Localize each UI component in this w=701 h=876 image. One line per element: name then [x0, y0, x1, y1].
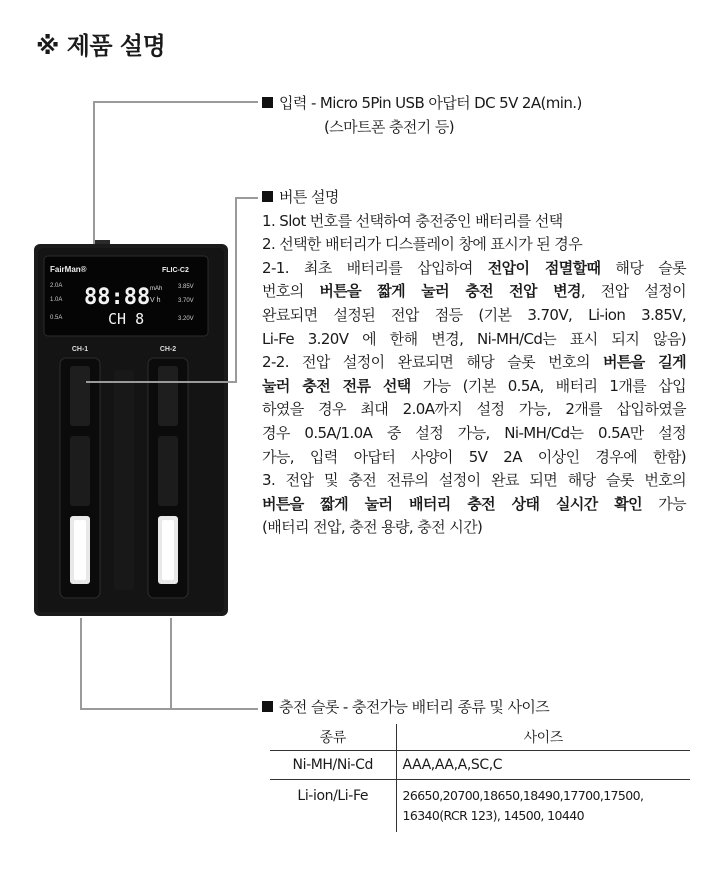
table-cell-type: Li-ion/Li-Fe: [270, 779, 396, 832]
button-line-13a: 버튼을 짧게 눌러 배터리 충전 상태 실시간 확인: [262, 494, 643, 513]
callout-button-horizontal: [86, 381, 237, 383]
callout-slot-horizontal: [80, 708, 258, 710]
button-line-10: 경우 0.5A/1.0A 중 설정 가능, Ni-MH/Cd는 0.5A만 설정: [262, 423, 686, 442]
lcd-digits: 88:88: [84, 285, 151, 310]
table-cell-size-line: 16340(RCR 123), 14500, 10440: [402, 807, 584, 823]
lcd-volt-2: 3.70V: [178, 298, 194, 304]
bullet-square: [262, 191, 273, 202]
button-line-8a: 눌러 충전 전류 선택: [262, 376, 411, 395]
input-line-1: 입력 - Micro 5Pin USB 아답터 DC 5V 2A(min.): [279, 94, 582, 112]
ch2-label: CH-2: [159, 346, 177, 353]
button-line-3a: 2-1. 최초 배터리를 삽입하여: [262, 258, 488, 277]
button-line-2: 2. 선택한 배터리가 디스플레이 창에 표시가 된 경우: [262, 235, 583, 254]
table-header-size: 사이즈: [396, 724, 690, 750]
callout-button-vertical: [235, 197, 237, 383]
button-line-12: 3. 전압 및 충전 전류의 설정이 완료 되면 해당 슬롯 번호의: [262, 471, 686, 490]
table-cell-size: [396, 779, 690, 832]
lcd-volt-1: 3.85V: [178, 284, 194, 290]
button-line-4a: 번호의: [262, 282, 320, 301]
button-line-7b: 버튼을 길게: [602, 353, 686, 372]
table-row: [270, 779, 690, 832]
page-title: ※ 제품 설명: [36, 32, 166, 60]
lcd-unit-mah: mAh: [150, 286, 163, 292]
lcd-current-3: 0.5A: [50, 315, 63, 321]
battery-table: [270, 724, 690, 832]
button-line-7a: 2-2. 전압 설정이 완료되면 해당 슬롯 번호의: [262, 353, 603, 372]
charger-image: [34, 240, 228, 616]
slot-section: [262, 696, 549, 720]
callout-input-horizontal: [93, 101, 258, 103]
lcd-model: FLIC-C2: [162, 267, 189, 274]
lcd-unit-vh: V h: [150, 297, 161, 304]
bullet-square: [262, 701, 273, 712]
button-line-14: (배터리 전압, 충전 용량, 충전 시간): [262, 518, 483, 537]
button-line-6: Li-Fe 3.20V 에 한해 변경, Ni-MH/Cd는 표시 되지 않음): [262, 329, 686, 348]
button-line-9: 하였을 경우 최대 2.0A까지 설정 가능, 2개를 삽입하였을: [262, 400, 686, 419]
input-line-2: (스마트폰 충전기 등): [324, 117, 454, 136]
table-cell-type: Ni-MH/Ni-Cd: [270, 750, 396, 779]
callout-input-vertical: [93, 101, 95, 244]
lcd-channel: CH 8: [108, 310, 145, 328]
button-heading: 버튼 설명: [279, 188, 339, 206]
callout-slot-right: [170, 618, 172, 710]
lcd-current-2: 1.0A: [50, 297, 63, 303]
table-header-type: 종류: [270, 724, 396, 750]
lcd-current-1: 2.0A: [50, 283, 63, 289]
table-cell-size: AAA,AA,A,SC,C: [396, 750, 690, 779]
lcd-brand: FairMan®: [50, 265, 87, 274]
table-row: [270, 750, 690, 779]
callout-slot-left: [80, 618, 82, 710]
button-line-4c: , 전압 설정이: [580, 282, 686, 301]
button-line-13b: 가능: [642, 494, 686, 513]
button-line-5: 완료되면 설정된 전압 점등 (기본 3.70V, Li-ion 3.85V,: [262, 305, 686, 324]
callout-button-top: [235, 197, 258, 199]
ch1-label: CH-1: [71, 346, 89, 353]
button-line-4b: 버튼을 짧게 눌러 충전 전압 변경: [319, 282, 581, 301]
button-line-3c: 해당 슬롯: [600, 258, 686, 277]
slot-heading: 충전 슬롯 - 충전가능 배터리 종류 및 사이즈: [279, 698, 550, 716]
button-line-1: 1. Slot 번호를 선택하여 충전중인 배터리를 선택: [262, 211, 563, 230]
button-line-11: 가능, 입력 아답터 사양이 5V 2A 이상인 경우에 한함): [262, 447, 686, 466]
button-section: [262, 186, 686, 540]
button-line-8b: 가능 (기본 0.5A, 배터리 1개를 삽입: [410, 376, 686, 395]
button-line-3b: 전압이 점멸할때: [487, 258, 601, 277]
bullet-square: [262, 97, 273, 108]
lcd-volt-3: 3.20V: [178, 316, 194, 322]
input-section: [262, 92, 582, 139]
table-cell-size-line: 26650,20700,18650,18490,17700,17500,: [402, 787, 644, 803]
